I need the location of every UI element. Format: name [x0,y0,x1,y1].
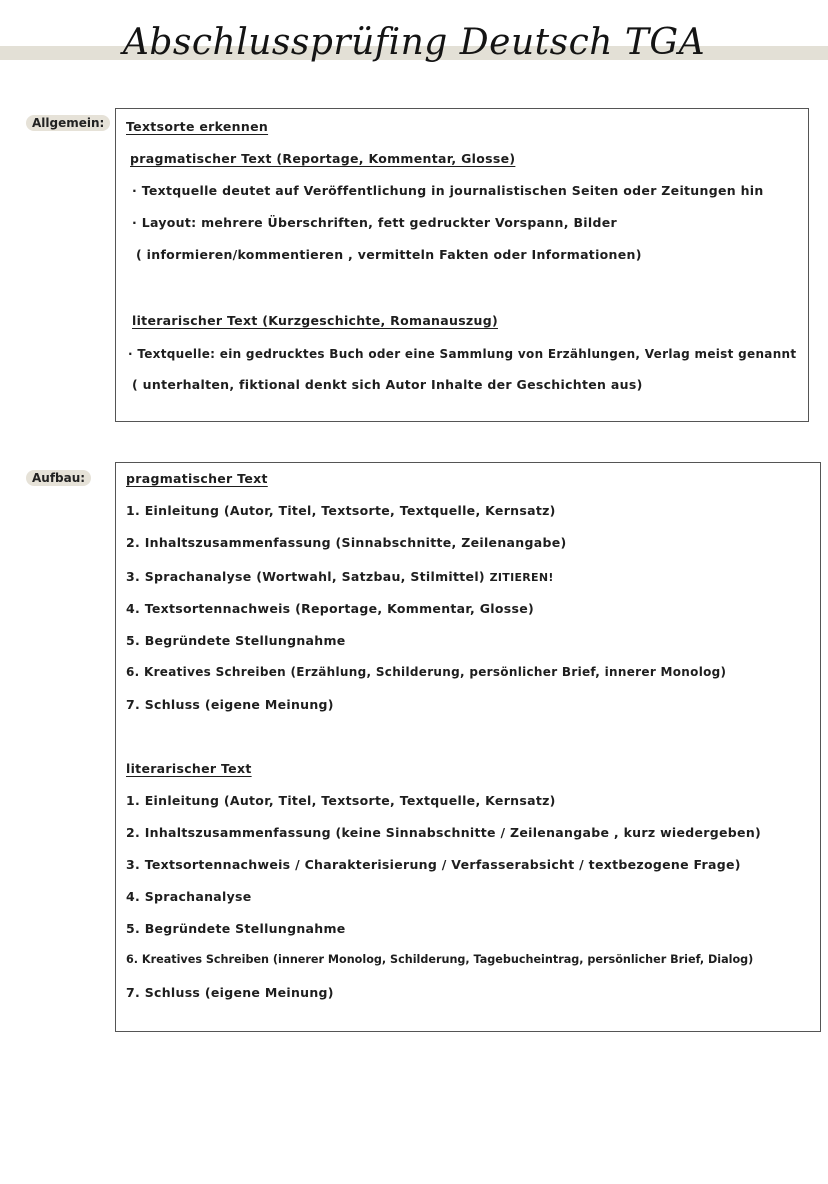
page-title: Abschlussprüfing Deutsch TGA [122,22,706,63]
aufbau-pragmatic-item: 6. Kreatives Schreiben (Erzählung, Schilderung, persönlicher Brief, innerer Monolog) [126,665,727,679]
aufbau-pragmatic-heading: pragmatischer Text [126,471,268,486]
aufbau-pragmatic-item: 1. Einleitung (Autor, Titel, Textsorte, Textquelle, Kernsatz) [126,503,556,518]
allgemein-heading: Textsorte erkennen [126,119,269,134]
aufbau-pragmatic-item: 4. Textsortennachweis (Reportage, Kommentar, Glosse) [126,601,535,616]
pragmatic-line: · Textquelle deutet auf Veröffentlichung in journalistischen Seiten oder Zeitungen hin [132,183,764,198]
aufbau-pragmatic-item: 2. Inhaltszusammenfassung (Sinnabschnitte, Zeilenangabe) [126,535,567,550]
allgemein-box [115,108,809,422]
aufbau-literary-item: 5. Begründete Stellungnahme [126,921,346,936]
item-text: 3. Sprachanalyse (Wortwahl, Satzbau, Stilmittel) [126,569,485,584]
literary-heading: literarischer Text (Kurzgeschichte, Romanauszug) [132,313,498,328]
aufbau-literary-item: 4. Sprachanalyse [126,889,252,904]
section-tag-allgemein: Allgemein: [26,115,110,131]
aufbau-pragmatic-item [126,569,554,584]
pragmatic-line: · Layout: mehrere Überschriften, fett gedruckter Vorspann, Bilder [132,215,617,230]
aufbau-pragmatic-item: 5. Begründete Stellungnahme [126,633,346,648]
aufbau-literary-item: 6. Kreatives Schreiben (innerer Monolog, Schilderung, Tagebucheintrag, persönlicher Brief, Dialog) [126,953,754,966]
section-tag-aufbau: Aufbau: [26,470,91,486]
aufbau-pragmatic-item: 7. Schluss (eigene Meinung) [126,697,334,712]
pragmatic-line: ( informieren/kommentieren , vermitteln Fakten oder Informationen) [136,247,642,262]
aufbau-literary-item: 3. Textsortennachweis / Charakterisierung / Verfasserabsicht / textbezogene Frage) [126,857,741,872]
aufbau-literary-item: 7. Schluss (eigene Meinung) [126,985,334,1000]
literary-line: · Textquelle: ein gedrucktes Buch oder eine Sammlung von Erzählungen, Verlag meist genannt [128,347,797,361]
literary-line: ( unterhalten, fiktional denkt sich Autor Inhalte der Geschichten aus) [132,377,643,392]
aufbau-box [115,462,821,1032]
pragmatic-heading: pragmatischer Text (Reportage, Kommentar, Glosse) [130,151,516,166]
zitieren-note: ZITIEREN! [489,571,554,584]
aufbau-literary-heading: literarischer Text [126,761,252,776]
aufbau-literary-item: 1. Einleitung (Autor, Titel, Textsorte, Textquelle, Kernsatz) [126,793,556,808]
aufbau-literary-item: 2. Inhaltszusammenfassung (keine Sinnabschnitte / Zeilenangabe , kurz wiedergeben) [126,825,762,840]
